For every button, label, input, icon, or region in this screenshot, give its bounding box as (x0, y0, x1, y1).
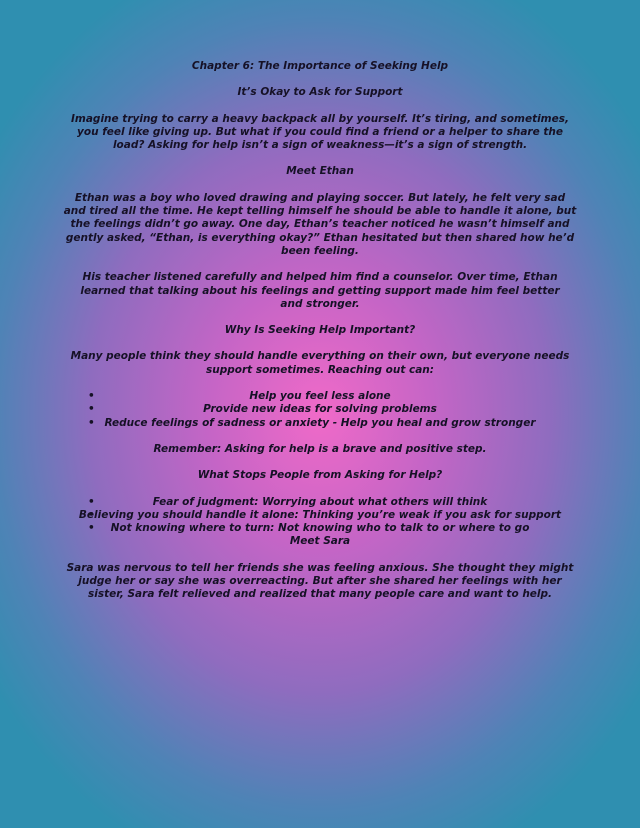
intro-line: load? Asking for help isn’t a sign of weakness—it’s a sign of strength. (112, 139, 528, 152)
ethan-line: and tired all the time. He kept telling himself he should be able to handle it alone, but (63, 205, 577, 218)
sara-line: sister, Sara felt relieved and realized that many people care and want to help. (87, 588, 553, 601)
why-line: Many people think they should handle everything on their own, but everyone needs (70, 350, 570, 363)
sara-line: Sara was nervous to tell her friends she was feeling anxious. She thought they might (66, 561, 574, 574)
ethan-heading: Meet Ethan (286, 165, 354, 178)
list-item: • Provide new ideas for solving problems (0, 403, 640, 416)
sara-paragraph (0, 562, 640, 602)
ethan-paragraph-2 (0, 271, 640, 311)
ethan-paragraph-1 (0, 192, 640, 258)
stops-heading: What Stops People from Asking for Help? (197, 469, 443, 482)
sara-line: judge her or say she was overreacting. But after she shared her feelings with her (78, 575, 562, 588)
chapter-title: Chapter 6: The Importance of Seeking Help (191, 60, 449, 72)
list-item: • Believing you should handle it alone: Thinking you’re weak if you ask for support (0, 509, 640, 522)
why-intro-paragraph (0, 350, 640, 377)
remember-note: Remember: Asking for help is a brave and positive step. (153, 442, 487, 455)
ethan-line: the feelings didn’t go away. One day, Ethan’s teacher noticed he wasn’t himself and (70, 218, 570, 231)
intro-line: Imagine trying to carry a heavy backpack all by yourself. It’s tiring, and sometimes, (71, 112, 569, 125)
document-page (0, 60, 640, 602)
why-line: support sometimes. Reaching out can: (206, 363, 434, 376)
why-bullet-list (0, 390, 640, 430)
sara-heading: Meet Sara (289, 535, 351, 548)
stops-bullet-list (0, 496, 640, 536)
ethan-line: been feeling. (281, 244, 359, 257)
why-heading: Why Is Seeking Help Important? (224, 324, 416, 337)
intro-line: you feel like giving up. But what if you could find a friend or a helper to share the (77, 125, 563, 138)
intro-paragraph (0, 113, 640, 153)
ethan-line: His teacher listened carefully and helped him find a counselor. Over time, Ethan (82, 271, 558, 284)
list-item: • Reduce feelings of sadness or anxiety - Help you heal and grow stronger (0, 417, 640, 430)
ethan-line: and stronger. (280, 297, 360, 310)
section-heading-support: It’s Okay to Ask for Support (237, 86, 403, 99)
ethan-line: Ethan was a boy who loved drawing and playing soccer. But lately, he felt very sad (74, 191, 566, 204)
ethan-line: gently asked, “Ethan, is everything okay?” Ethan hesitated but then shared how he’d (65, 231, 575, 244)
list-item: • Fear of judgment: Worrying about what others will think (0, 496, 640, 509)
list-item: • Not knowing where to turn: Not knowing who to talk to or where to go (0, 522, 640, 535)
list-item: • Help you feel less alone (0, 390, 640, 403)
ethan-line: learned that talking about his feelings and getting support made him feel better (80, 284, 560, 297)
